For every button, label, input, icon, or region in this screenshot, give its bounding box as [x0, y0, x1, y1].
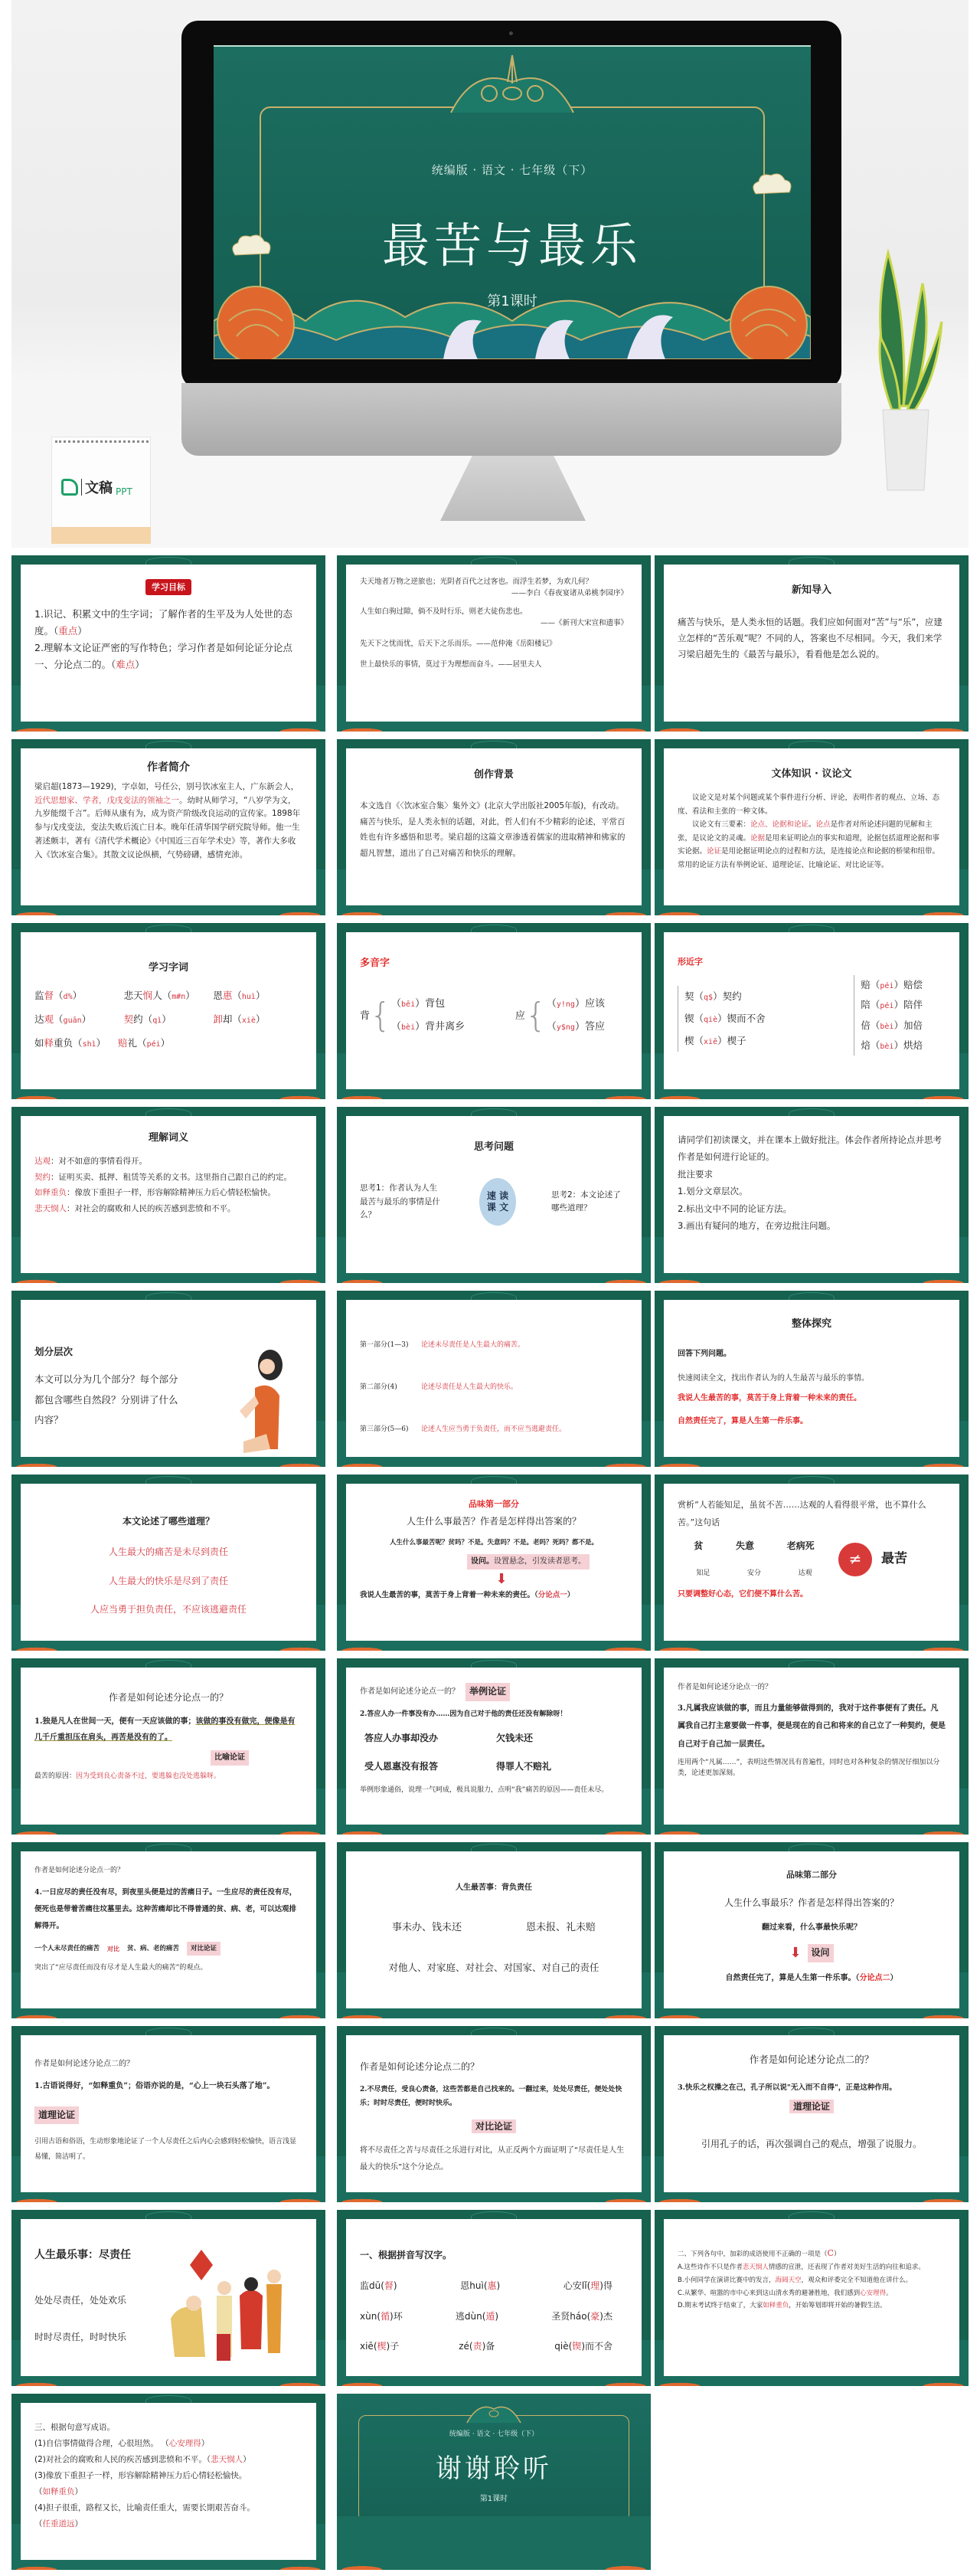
slide-title: 作者是如何论述分论点一的？: [360, 1687, 459, 1696]
slide-title: 新知导入: [791, 584, 831, 596]
similar-right-group: 赔（péi）赔偿 陪（péi）陪伴 倍（bèi）加倍 焙（bèi）烘焙: [854, 975, 923, 1056]
exercise-row: xiē(楔)子 zé(责)备 qiè(锲)而不舍: [360, 2341, 612, 2352]
option-item: B.小何同学在演讲比赛中的发言，海阔天空，观众和评委完全不知道他在讲什么。: [678, 2277, 913, 2284]
argument-item: 人应当勇于担负责任，不应该逃避责任: [90, 1604, 247, 1615]
slide-annotation[interactable]: 请同学们初读课文，并在课本上做好批注。体会作者所持论点并思考作者是如何进行论证的。 批注要求 1.划分文章层次。 2.标出文中不同的论证方法。 3.画出有疑问的地方，在旁边批注问题。: [655, 1107, 969, 1283]
slide-point2-contrast[interactable]: 作者是如何论述分论点二的？ 2.不尽责任，受良心责备，这些苦都是自己找来的。一翻过来，处处尽责任，便处处快乐；时时尽责任，便时时快乐。 对比论证 将不尽责任之苦与尽责任之乐进行对比，从正反两个方面证明了“尽责任是人生最大的快乐”这个分论点。: [337, 2026, 651, 2202]
slide-vocabulary[interactable]: [11, 923, 325, 1099]
idiom-item: (3)像放下重担子一样，形容解除精神压力后心情轻松愉快。 （如释重负）: [34, 2471, 247, 2496]
slide-title: 划分层次: [34, 1346, 74, 1357]
slide-part-one[interactable]: 品味第一部分 人生什么事最苦？作者是怎样得出答案的？ 人生什么事最苦呢？贫吗？不是。失意吗？不是。老吗？死吗？都不是。 设问。设置悬念，引发读者思考。 ⬇ 我说人生最苦的事，莫苦于身上背着一种未来的责任。（分论点一）: [337, 1475, 651, 1651]
quote-1: 夫天地者万物之逆旅也；光阴者百代之过客也。而浮生若梦，为欢几何？ ——李白《春夜宴诸从弟桃李园序》: [360, 578, 628, 597]
slide-title: 创作背景: [473, 769, 514, 781]
lesson-label: 第1课时: [479, 2495, 508, 2503]
method-tag: 对比论证: [187, 1942, 220, 1956]
slide-title: 一、根据拼音写汉字。: [360, 2250, 452, 2260]
goal-1: 1.识记、积累文中的生字词；了解作者的生平及为人处世的态度。（重点）: [34, 608, 292, 637]
slide-title: 形近字: [678, 957, 703, 967]
slide-point1-contrast[interactable]: 作者是如何论述分论点一的？ 4.一日应尽的责任没有尽，到夜里头便是过的苦痛日子。一生应尽的责任没有尽，便死也是带着苦痛往坟墓里去。这种苦痛却比不得普通的贫、病、老，可以达观排解得开。 一个人未尽责任的痛苦 对比 贫、病、老的痛苦 对比论证 突出了“应尽责任而没有尽才是人生最大的痛苦”的观点。: [11, 1842, 325, 2018]
leaf-logo-icon: [61, 479, 78, 496]
slide-title: 整体探究: [791, 1318, 831, 1330]
word-item: 恩惠（huì）: [213, 990, 266, 1002]
goal-2: 2.理解本文论证严密的写作特色；学习作者是如何论证分论点一、分论点二的。（难点）: [34, 642, 292, 670]
argument-item: 人生最大的痛苦是未尽到责任: [108, 1546, 228, 1557]
example-item: 欠钱未还: [496, 1732, 534, 1743]
monitor-chin: [181, 383, 841, 456]
slide-point2-reasoning[interactable]: 作者是如何论述分论点二的？ 1.古语说得好，“如释重负”；俗语亦说的是，“心上一块石头落了地”。 道理论证 引用古语和俗语，生动形象地论证了一个人尽责任之后内心会感到轻松愉快，语言浅显易懂，简洁明了。: [11, 2026, 325, 2202]
girl-illustration-icon: [232, 1342, 293, 1457]
waves-decoration: [337, 2516, 651, 2570]
slide-title: 作者是如何论述分论点二的？: [34, 2060, 134, 2068]
ornament-icon: [463, 2395, 524, 2426]
peony-icon: [711, 267, 811, 359]
method-tag: 道理论证: [789, 2100, 834, 2113]
desk-calendar: [51, 437, 151, 544]
slide-polyphones[interactable]: [337, 923, 651, 1099]
meaning-item: 悲天悯人：对社会的腐败和人民的疾苦感到悲愤和不平。: [34, 1203, 236, 1213]
meaning-item: 达观：对不如意的事情看得开。: [34, 1157, 147, 1167]
intro-body: 痛苦与快乐，是人类永恒的话题。我们应如何面对“苦”与“乐”，应建立怎样的“苦乐观”呢？不同的人，答案也不尽相同。今天，我们来学习梁启超先生的《最苦与最乐》，看看他是怎么说的。: [678, 617, 942, 660]
slide-overall-inquiry[interactable]: 整体探究 回答下列问题。 快速阅读全文，找出作者认为的人生最苦与最乐的事情。 我说人生最苦的事，莫苦于身上背着一种未来的责任。 自然责任完了，算是人生第一件乐事。: [655, 1291, 969, 1467]
idiom-item: (1)自信事情做得合理，心很坦然。 （心安理得）: [34, 2439, 210, 2448]
slide-title: 人生最乐事：尽责任: [34, 2249, 131, 2261]
meaning-item: 如释重负：像放下重担子一样，形容解除精神压力后心情轻松愉快。: [34, 1188, 276, 1198]
polyphone-group: 应 { （y!ng）应该 （y$ng）答应: [514, 996, 605, 1036]
monitor: [181, 21, 841, 388]
example-item: 受人恩惠没有报答: [364, 1761, 439, 1772]
word-item: 监督（d%）: [34, 990, 83, 1002]
slide-point2-quote[interactable]: 作者是如何论述分论点二的？ 3.快乐之权操之在己，孔子所以说"无入而不自得"，正是这种作用。 道理论证 引用孔子的话，再次强调自己的观点，增强了说服力。: [655, 2026, 969, 2202]
word-item: 卸却（xiè）: [213, 1013, 266, 1026]
slide-author[interactable]: [11, 739, 325, 915]
slide-background[interactable]: [337, 739, 651, 915]
course-subtitle: 统编版 · 语文 · 七年级（下）: [431, 163, 593, 177]
thanks-title: 谢谢聆听: [436, 2453, 552, 2484]
word-item: 契约（qì）: [123, 1013, 172, 1026]
slide-part-two[interactable]: 品味第二部分 人生什么事最乐？作者是怎样得出答案的？ 翻过来看，什么事最快乐呢？ ⬇ 设问 自然责任完了，算是人生第一件乐事。（分论点二）: [655, 1842, 969, 2018]
not-equal-icon: ≠: [838, 1543, 872, 1576]
argument-item: 人生最大的快乐是尽到了责任: [108, 1575, 228, 1586]
exercise-row: xùn(循)环 逃dùn(遁) 圣贤háo(豪)杰: [360, 2310, 612, 2322]
requirement-item: 3.画出有疑问的地方，在旁边批注问题。: [678, 1220, 836, 1232]
speed-read-bubble: 速 读 课 文: [479, 1178, 516, 1226]
word-item: 悲天悯人（m#n）: [123, 990, 195, 1002]
down-arrow-icon: ⬇: [789, 1945, 802, 1962]
slide-title: 思考问题: [473, 1141, 514, 1153]
course-subtitle: 统编版 · 语文 · 七年级（下）: [449, 2430, 539, 2438]
cover-slide[interactable]: [214, 45, 811, 359]
slide-title: 多音字: [360, 957, 390, 969]
slide-most-joyful[interactable]: 人生最乐事：尽责任 处处尽责任，处处欢乐 时时尽责任，时时快乐: [11, 2210, 325, 2386]
slide-point1-examples[interactable]: 作者是如何论述分论点一的？ 举例论证 2.答应人办一件事没有办……因为自己对于他的责任还没有解除呀！ 答应人办事却没办 欠钱未还 受人恩惠没有报答 得罪人不赔礼 举例形象通俗，说理一气呵成，极具说服力，点明“我”痛苦的原因——责任未尽。: [337, 1658, 651, 1835]
quote-4: 世上最快乐的事情，莫过于为理想而奋斗。——居里夫人: [360, 660, 542, 669]
part-row: 第一部分(1—3) 论述未尽责任是人生最大的痛苦。: [360, 1341, 525, 1349]
slide-genre[interactable]: 文体知识 · 议论文 议论文是对某个问题或某个事件进行分析、评论，表明作者的观点、立场、态度、看法和主张的一种文体。 议论文有三要素：论点、论据和论证。论点是作者对所论述问题的见解和主张，是议论文的灵魂。论据是用来证明论点的事实和道理，论据包括道理论据和事实论据。论证是用论据证明论点的过程和方法，是连接论点和论据的桥梁和纽带。常用的论证方法有举例论证、道理论证、比喻论证、对比论证等。: [655, 739, 969, 915]
cover-title: 最苦与最乐: [381, 218, 642, 273]
slide-title: 品味第二部分: [786, 1870, 837, 1880]
example-item: 答应人办事却没办: [364, 1732, 439, 1743]
similar-left-group: 契（q$）契约 锲（qiè）锲而不舍 楔（xiē）楔子: [678, 986, 766, 1052]
requirement-item: 1.划分文章层次。: [678, 1186, 748, 1197]
word-item: 达观（guān）: [34, 1013, 92, 1026]
word-item: 如释重负（shì） 赔礼（péi）: [34, 1036, 171, 1049]
down-arrow-icon: ⬇: [495, 1571, 508, 1588]
quote-2: 人生如白驹过隙，倘不及时行乐，则老大徒伤悲也。 ——《新刊大宋宣和遗事》: [360, 607, 628, 628]
slide-title: 文体知识 · 议论文: [771, 768, 852, 780]
option-item: C.从繁华、喧嚣的市中心来到这山清水秀的避暑胜地，我们感到心安理得。: [678, 2289, 893, 2297]
slide-think-questions[interactable]: [337, 1107, 651, 1283]
method-tag: 比喻论证: [211, 1750, 249, 1766]
slide-parts[interactable]: [337, 1291, 651, 1467]
slide-title: 理解词义: [148, 1132, 188, 1144]
slide-title: 人生最苦事：背负责任: [456, 1884, 532, 1892]
slide-title: 作者是如何论述分论点二的？: [749, 2054, 874, 2065]
slide-title: 三、根据句意写成语。: [34, 2423, 115, 2432]
slide-point1-metaphor[interactable]: 作者是如何论述分论点一的？ 1.独是凡人在世间一天，便有一天应该做的事；该做的事没有做完，便像是有几千斤重担压在肩头，再苦是没有的了。 比喻论证 最苦的原因：因为受到良心责备不过，要逃躲也没处逃躲呀。: [11, 1658, 325, 1835]
slide-structure[interactable]: 划分层次 本文可以分为几个部分？每个部分都包含哪些自然段？分别讲了什么内容？: [11, 1291, 325, 1467]
answer-1: 我说人生最苦的事，莫苦于身上背着一种未来的责任。: [678, 1393, 861, 1403]
slide-word-meanings[interactable]: [11, 1107, 325, 1283]
ornament-icon: [443, 51, 581, 120]
rhetoric-tag: 设问: [808, 1944, 834, 1962]
question-2: 思考2：本文论述了哪些道理？: [551, 1190, 621, 1213]
polyphone-group: 背 { （bēi）背包 （bèi）背井离乡: [360, 996, 466, 1036]
idiom-item: (2)对社会的腐败和人民的疾苦感到悲愤和不平。（悲天悯人）: [34, 2455, 251, 2464]
slide-thank-you[interactable]: [337, 2394, 651, 2570]
plant-icon: [861, 237, 946, 513]
slide-title: 品味第一部分: [469, 1499, 519, 1509]
slide-title: 学习字词: [148, 962, 188, 974]
method-tag: 道理论证: [34, 2106, 79, 2125]
slide-exercise-pinyin[interactable]: [337, 2210, 651, 2386]
part-row: 第二部分(4) 论述尽责任是人生最大的快乐。: [360, 1383, 518, 1391]
peony-icon: [214, 267, 313, 359]
requirement-item: 2.标出文中不同的论证方法。: [678, 1203, 792, 1214]
answer-2: 自然责任完了，算是人生第一件乐事。: [678, 1416, 808, 1425]
slide-title: 作者是如何论述分论点一的？: [34, 1867, 125, 1874]
slide-title: 本文论述了哪些道理？: [122, 1516, 214, 1527]
slide-learning-goals[interactable]: [11, 555, 325, 732]
slide-title: 作者简介: [147, 761, 190, 774]
option-item: A.这些诗作不只是作者悲天悯人情感的宣泄，还表现了作者对美好生活的向往和追求。: [678, 2263, 925, 2272]
family-illustration-icon: [171, 2250, 293, 2365]
slide-most-bitter[interactable]: 人生最苦事：背负责任 事未办、钱未还 恩未报、礼未赔 对他人、对家庭、对社会、对国家、对自己的责任: [337, 1842, 651, 2018]
camera-dot: [509, 31, 513, 35]
example-item: 得罪人不赔礼: [496, 1761, 552, 1772]
question-1: 思考1：作者认为人生最苦与最乐的事情是什么？: [360, 1183, 440, 1220]
brand-logo: 文稿 PPT: [61, 477, 132, 497]
rhetoric-tag: 设问。设置悬念，引发读者思考。: [467, 1554, 590, 1570]
slide-exercise-write-idioms[interactable]: [11, 2394, 325, 2570]
meaning-item: 契约：证明买卖、抵押、租赁等关系的文书。这里指自己跟自己的约定。: [34, 1172, 292, 1182]
goals-badge: 学习目标: [145, 579, 191, 595]
background-body: 本文选自《〈饮冰室合集〉集外文》(北京大学出版社2005年版)，有改动。痛苦与快乐，是人类永恒的话题，对此，哲人们有不少精彩的论述，平常百姓也有许多感悟和思考。梁启超的这篇文章渗透着儒家的进取精神和佛家的超凡智慧，道出了自己对痛苦和快乐的理解。: [360, 801, 626, 858]
part-row: 第三部分(5—6) 论述人生应当勇于负责任，而不应当逃避责任。: [360, 1425, 567, 1433]
slide-exercise-idioms[interactable]: [655, 2210, 969, 2386]
slide-point1-classification[interactable]: 作者是如何论述分论点一的？ 3.凡属我应该做的事，而且力量能够做得到的，我对于这件事便有了责任。凡属我自己打主意要做一件事，便是现在的自己和将来的自己立了一种契约，便是自己对于自己加一层责任。 连用两个“凡属……”，表明这些情况具有普遍性，同时也对各种复杂的情况仔细加以分类，论述更加深刻。: [655, 1658, 969, 1835]
slide-introduction[interactable]: [655, 555, 969, 732]
method-tag: 对比论证: [472, 2119, 516, 2133]
idiom-item: (4)担子很重，路程又长，比喻责任重大，需要长期艰苦奋斗。 （任重道远）: [34, 2503, 255, 2529]
slide-title: 二、下列各句中，加彩的成语使用不正确的一项是（C）: [678, 2248, 841, 2258]
quote-3: 先天下之忧而忧，后天下之乐而乐。——范仲淹《岳阳楼记》: [360, 639, 557, 648]
hero-mockup: [11, 0, 969, 548]
author-bio: 梁启超(1873—1929)，字卓如，号任公，别号饮冰室主人，广东新会人，近代思想家、学者，戊戌变法的领袖之一。幼时从师学习，“八岁学为文，九岁能缀千言”。后师从康有为，成为资产阶级改良运动的宣传家。1898年参与戊戌变法，变法失败后流亡日本。晚年任清华国学研究院导师。他一生著述颇丰，著有《清代学术概论》《中国近三百年学术史》等，著作大多收入《饮冰室合集》。其散文议论纵横，气势磅礴，感情充沛。: [34, 781, 301, 860]
slide-similar-chars[interactable]: [655, 923, 969, 1099]
slide-title: 作者是如何论述分论点一的？: [108, 1692, 228, 1703]
slide-appreciation[interactable]: 赏析“人若能知足，虽贫不苦……达观的人看得很平常，也不算什么苦。”这句话 贫 失意 老病死 知足 安分 达观 ≠ 最苦 只要调整好心态，它们便不算什么苦。: [655, 1475, 969, 1651]
method-tag: 举例论证: [466, 1683, 510, 1701]
option-item: D.期末考试终于结束了，大家如释重负，开始筹划即将开始的暑假生活。: [678, 2302, 887, 2310]
exercise-row: 监dū(督) 恩huì(惠) 心安lǐ(理)得: [360, 2280, 612, 2291]
slide-quotes[interactable]: [337, 555, 651, 732]
slide-title: 作者是如何论述分论点一的？: [678, 1683, 773, 1691]
lesson-label: 第1课时: [487, 293, 537, 309]
slide-title: 作者是如何论述分论点二的？: [360, 2061, 480, 2072]
slide-arguments[interactable]: [11, 1475, 325, 1651]
